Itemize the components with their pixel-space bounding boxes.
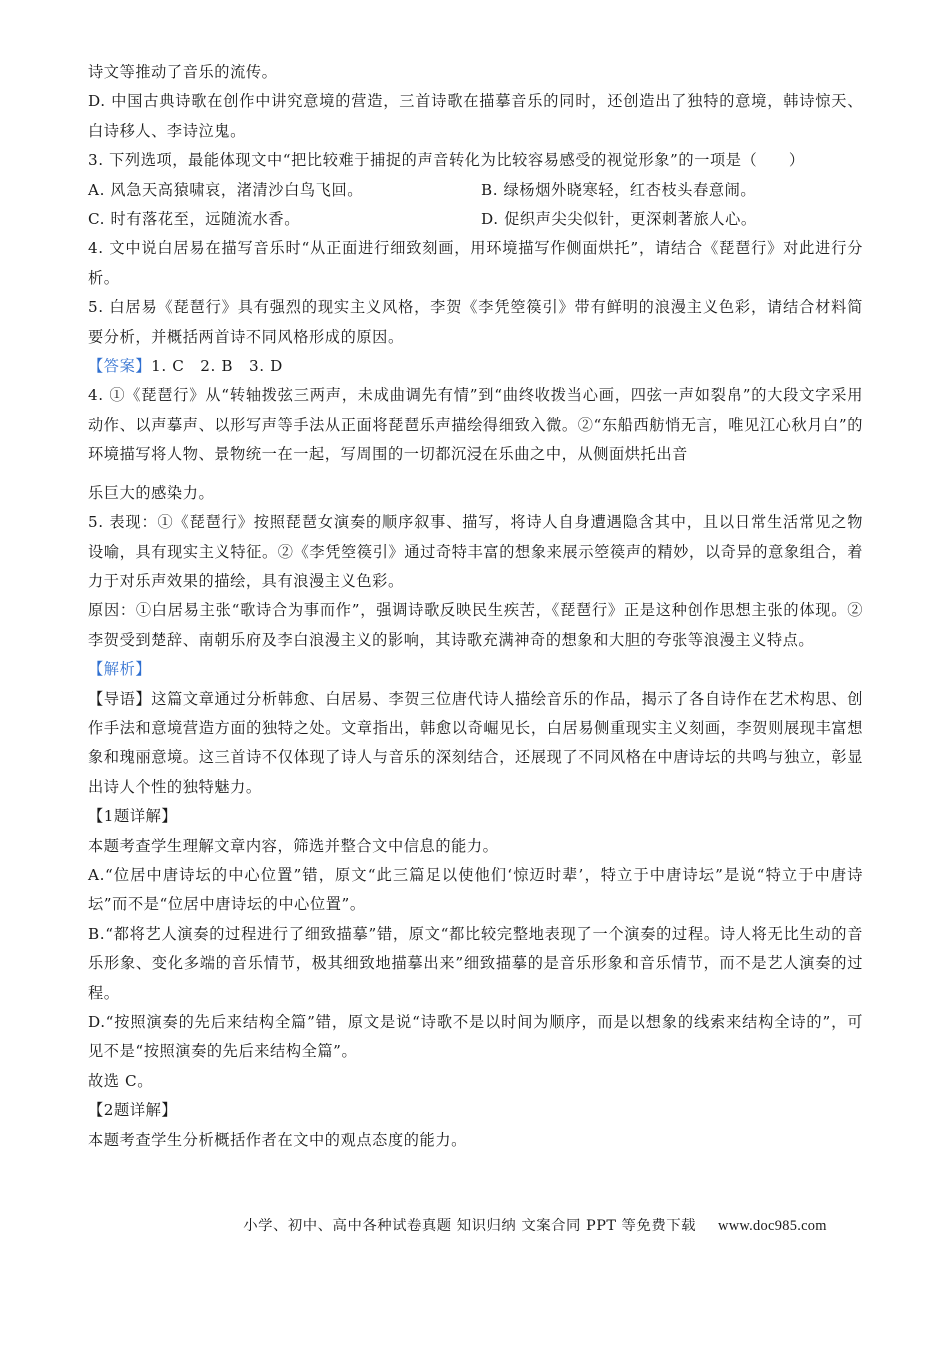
option-c: C. 时有落花至，远随流水香。 <box>88 210 300 229</box>
question-3-options-row-2 <box>88 205 863 234</box>
question-5: 5. 白居易《琵琶行》具有强烈的现实主义风格，李贺《李凭箜篌引》带有鲜明的浪漫主义色彩，请结合材料简要分析，并概括两首诗不同风格形成的原因。 <box>88 298 863 346</box>
page-footer <box>0 1214 950 1235</box>
answer-5-reason: 原因：①白居易主张“歌诗合为事而作”，强调诗歌反映民生疾苦，《琵琶行》正是这种创作思想主张的体现。②李贺受到楚辞、南朝乐府及李白浪漫主义的影响，其诗歌充满神奇的想象和大胆的夸张等浪漫主义特点。 <box>88 601 863 649</box>
detail-2-title: 【2题详解】 <box>88 1101 178 1120</box>
analysis-tag: 【解析】 <box>88 660 152 679</box>
answer-4: 4. ①《琵琶行》从“转轴拨弦三两声，未成曲调先有情”到“曲终收拨当心画，四弦一声如裂帛”的大段文字采用动作、以声摹声、以形写声等手法从正面将琵琶乐声描绘得细致入微。②“东船西舫悄无言，唯见江心秋月白”的环境描写将人物、景物统一在一起，写周围的一切都沉浸在乐曲之中，从侧面烘托出音 <box>88 386 863 464</box>
answer-line <box>88 352 863 381</box>
option-d: D. 促织声尖尖似针，更深刺著旅人心。 <box>481 210 757 229</box>
detail-2-intro: 本题考查学生分析概括作者在文中的观点态度的能力。 <box>88 1130 467 1149</box>
footer-url: www.doc985.com <box>718 1218 827 1234</box>
footer-text: 小学、初中、高中各种试卷真题 知识归纳 文案合同 PPT 等免费下载 <box>243 1218 697 1234</box>
paragraph-line-1: 诗文等推动了音乐的流传。 <box>88 63 278 81</box>
answer-tag: 【答案】 <box>88 357 152 376</box>
detail-1-conclusion: 故选 C。 <box>88 1071 154 1090</box>
option-a: A. 风急天高猿啸哀，渚清沙白鸟飞回。 <box>88 180 364 199</box>
page-break-gap <box>88 470 863 479</box>
detail-1-option-a: A.“位居中唐诗坛的中心位置”错，原文“此三篇足以使他们‘惊迈时辈’，特立于中唐诗坛”是说“特立于中唐诗坛”而不是“位居中唐诗坛的中心位置”。 <box>88 865 863 914</box>
detail-1-option-b: B.“都将艺人演奏的过程进行了细致描摹”错，原文“都比较完整地表现了一个演奏的过程。诗人将无比生动的音乐形象、变化多端的音乐情节，极其细致地描摹出来”细致描摹的是音乐形象和音乐情节，而不是艺人演奏的过程。 <box>88 924 863 1002</box>
option-b: B. 绿杨烟外晓寒轻，红杏枝头春意闹。 <box>481 180 757 199</box>
answer-values: 1. C 2. B 3. D <box>151 357 283 376</box>
detail-1-option-d: D.“按照演奏的先后来结构全篇”错，原文是说“诗歌不是以时间为顺序，而是以想象的线索来结构全诗的”，可见不是“按照演奏的先后来结构全篇”。 <box>88 1013 863 1061</box>
answer-5-performance: 5. 表现：①《琵琶行》按照琵琶女演奏的顺序叙事、描写，将诗人自身遭遇隐含其中，且以日常生活常见之物设喻，具有现实主义特征。②《李凭箜篌引》通过奇特丰富的想象来展示箜篌声的精妙，以奇异的意象组合，着力于对乐声效果的描绘，具有浪漫主义色彩。 <box>88 513 863 590</box>
question-3: 3. 下列选项，最能体现文中“把比较难于捕捉的声音转化为比较容易感受的视觉形象”的一项是（ ） <box>88 151 805 170</box>
analysis-heading <box>88 655 863 684</box>
document-body <box>88 58 863 1155</box>
question-4: 4. 文中说白居易在描写音乐时“从正面进行细致刻画，用环境描写作侧面烘托”，请结合《琵琶行》对此进行分析。 <box>88 239 863 287</box>
answer-4-continued: 乐巨大的感染力。 <box>88 483 215 502</box>
intro-paragraph: 【导语】这篇文章通过分析韩愈、白居易、李贺三位唐代诗人描绘音乐的作品，揭示了各自诗作在艺术构思、创作手法和意境营造方面的独特之处。文章指出，韩愈以奇崛见长，白居易侧重现实主义刻画，李贺则展现丰富想象和瑰丽意境。这三首诗不仅体现了诗人与音乐的深刻结合，还展现了不同风格在中唐诗坛的共鸣与独立，彰显出诗人个性的独特魅力。 <box>88 689 863 796</box>
question-3-options-row-1 <box>88 176 863 205</box>
detail-1-title: 【1题详解】 <box>88 807 178 826</box>
option-d-statement: D. 中国古典诗歌在创作中讲究意境的营造，三首诗歌在描摹音乐的同时，还创造出了独特的意境，韩诗惊天、白诗移人、李诗泣鬼。 <box>88 92 863 140</box>
detail-1-intro: 本题考查学生理解文章内容，筛选并整合文中信息的能力。 <box>88 836 499 855</box>
